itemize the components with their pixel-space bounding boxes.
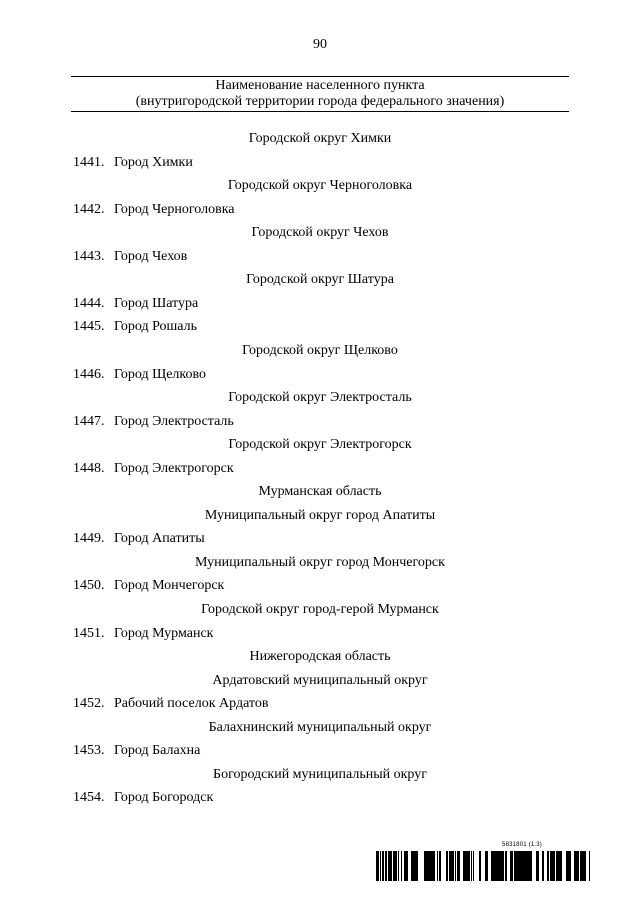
barcode-bar (458, 851, 459, 881)
barcode-bar (581, 851, 582, 881)
barcode-bar (506, 851, 507, 881)
barcode-bar (459, 851, 460, 881)
section-heading (0, 647, 640, 667)
barcode-bar (523, 851, 524, 881)
section-heading (0, 506, 640, 526)
barcode-bar (543, 851, 544, 881)
barcode-bar (501, 851, 503, 881)
list-item-name: Город Электросталь (114, 413, 234, 429)
section-heading-text: Балахнинский муниципальный округ (208, 719, 432, 735)
section-heading (0, 129, 640, 149)
list-item-name: Город Черноголовка (114, 201, 235, 217)
section-heading-text: Городской округ Шатура (246, 272, 394, 288)
barcode-bar (411, 851, 412, 881)
barcode-bar (386, 851, 387, 881)
barcode-bar (566, 851, 567, 881)
barcode-bar (519, 851, 521, 881)
barcode-bar (473, 851, 474, 881)
header-rule-bottom (71, 111, 569, 112)
barcode-bar (427, 851, 428, 881)
barcode-bar (503, 851, 504, 881)
barcode-bar (401, 851, 402, 881)
barcode-block (376, 842, 590, 882)
list-item (0, 576, 640, 596)
barcode-bar (589, 851, 590, 881)
barcode-bar (406, 851, 407, 881)
barcode-bar (578, 851, 579, 881)
list-item-name: Город Мурманск (114, 625, 214, 641)
list-item-number: 1441. (73, 154, 105, 170)
barcode-bar (471, 851, 472, 881)
list-item-number: 1453. (73, 743, 105, 759)
barcode-bar (463, 851, 466, 881)
list-item-number: 1446. (73, 366, 105, 382)
list-item-name: Город Чехов (114, 248, 188, 264)
list-item (0, 694, 640, 714)
barcode-bar (525, 851, 528, 881)
list-item-name: Город Апатиты (114, 531, 205, 547)
list-item (0, 529, 640, 549)
barcode-bar (479, 851, 481, 881)
list-item-name: Город Щелково (114, 366, 207, 382)
section-heading (0, 270, 640, 290)
list-item (0, 741, 640, 761)
barcode-bar (547, 851, 549, 881)
list-item (0, 153, 640, 173)
barcode-bar (388, 851, 390, 881)
section-heading (0, 553, 640, 573)
section-heading-text: Городской округ Химки (248, 131, 392, 146)
barcode-bar (416, 851, 418, 881)
section-heading (0, 600, 640, 620)
barcode-bar (457, 851, 458, 881)
barcode-bar (451, 851, 452, 881)
barcode-bar (429, 851, 432, 881)
barcode-bar (413, 851, 415, 881)
barcode-bar (382, 851, 384, 881)
barcode-bar (439, 851, 441, 881)
section-heading-text: Мурманская область (258, 484, 382, 500)
section-heading-text: Муниципальный округ город Мончегорск (195, 554, 445, 570)
list-item-number: 1445. (73, 319, 105, 335)
barcode-bar (553, 851, 554, 881)
list-item-number: 1449. (73, 531, 105, 547)
barcode-bar (407, 851, 408, 881)
barcode-bar (575, 851, 576, 881)
barcode-bar (561, 851, 562, 881)
barcode-bar (466, 851, 467, 881)
list-item-number: 1451. (73, 625, 105, 641)
list-item (0, 317, 640, 337)
section-heading-text: Городской округ Электрогорск (228, 437, 412, 453)
barcode-bar (491, 851, 494, 881)
list-item-name: Город Шатура (114, 295, 199, 311)
barcode-bar (569, 851, 570, 881)
barcode-bar (453, 851, 454, 881)
section-heading (0, 482, 640, 502)
list-item (0, 412, 640, 432)
section-heading-text: Городской округ Чехов (251, 225, 389, 241)
section-heading (0, 765, 640, 785)
list-item-number: 1454. (73, 790, 105, 806)
barcode-bar (447, 851, 448, 881)
barcode-bar (518, 851, 519, 881)
list-item-name: Город Богородск (114, 790, 214, 806)
barcode-bar (455, 851, 456, 881)
list-item-number: 1448. (73, 460, 105, 476)
barcode-bar (538, 851, 539, 881)
barcode-bar (528, 851, 529, 881)
list-item (0, 200, 640, 220)
list-item-name: Город Электрогорск (114, 460, 234, 476)
barcode-bar (497, 851, 498, 881)
list-item (0, 365, 640, 385)
section-heading (0, 223, 640, 243)
barcode-bar (529, 851, 530, 881)
list-item-number: 1443. (73, 248, 105, 264)
barcode-bar (380, 851, 381, 881)
list-item (0, 624, 640, 644)
barcode-bar (376, 851, 377, 881)
barcode-bar (515, 851, 516, 881)
barcode-bar (576, 851, 577, 881)
list-item (0, 247, 640, 267)
section-heading-text: Нижегородская область (249, 649, 391, 665)
barcode-bar (583, 851, 585, 881)
barcode-bar (554, 851, 555, 881)
barcode-bar (415, 851, 416, 881)
barcode-bar (536, 851, 538, 881)
page-number: 90 (313, 37, 327, 52)
barcode-bar (396, 851, 397, 881)
list-item (0, 788, 640, 808)
barcode-bar (521, 851, 523, 881)
barcode-bar (446, 851, 447, 881)
barcode-bar (467, 851, 469, 881)
list-item-number: 1452. (73, 696, 105, 712)
column-header-line2: (внутригородской территории города федерального значения) (135, 94, 505, 109)
barcode-bar (398, 851, 399, 881)
barcode-bar (432, 851, 434, 881)
barcode-bar (510, 851, 511, 881)
barcode-bar (434, 851, 435, 881)
barcode-bar (511, 851, 513, 881)
barcode-bar (498, 851, 501, 881)
list-item-name: Город Рошаль (114, 319, 198, 335)
barcode-bar (469, 851, 470, 881)
barcode-bar (574, 851, 575, 881)
list-item (0, 459, 640, 479)
section-heading (0, 176, 640, 196)
barcode-bar (437, 851, 438, 881)
list-item-name: Город Химки (114, 154, 193, 170)
section-heading (0, 435, 640, 455)
barcode-bar (377, 851, 378, 881)
barcode-bar (530, 851, 532, 881)
barcode-bar (559, 851, 561, 881)
barcode-bar (452, 851, 453, 881)
barcode-bar (390, 851, 392, 881)
list-item-number: 1447. (73, 413, 105, 429)
section-heading (0, 671, 640, 691)
section-heading (0, 388, 640, 408)
section-heading-text: Городской округ Электросталь (228, 390, 412, 406)
barcode-bar (582, 851, 583, 881)
column-header (71, 78, 569, 110)
barcode-bar (394, 851, 396, 881)
barcode-bar (393, 851, 394, 881)
barcode-bar (424, 851, 427, 881)
barcode-bar (524, 851, 525, 881)
barcode-bar (505, 851, 506, 881)
list-item (0, 294, 640, 314)
barcode-bar (514, 851, 515, 881)
barcode-bar (570, 851, 571, 881)
barcode-code: 5831801 (1.3) (502, 842, 542, 848)
section-heading-text: Городской округ Черноголовка (227, 178, 413, 194)
section-heading-text: Ардатовский муниципальный округ (212, 672, 428, 688)
column-header-line1: Наименование населенного пункта (215, 78, 425, 93)
section-heading-text: Городской округ Щелково (242, 342, 398, 358)
list-item-name: Город Балахна (114, 743, 201, 759)
barcode-bar (485, 851, 488, 881)
barcode-bar (550, 851, 553, 881)
section-heading-text: Муниципальный округ город Апатиты (204, 507, 436, 523)
barcode-bar (428, 851, 429, 881)
section-heading (0, 718, 640, 738)
barcode-bar (567, 851, 569, 881)
barcode-bar (494, 851, 497, 881)
list-item-number: 1442. (73, 201, 105, 217)
barcode-bar (378, 851, 379, 881)
barcode-bar (385, 851, 386, 881)
section-heading-text: Богородский муниципальный округ (213, 766, 427, 782)
barcode-bar (542, 851, 543, 881)
barcode-image (376, 851, 590, 881)
list-item-number: 1450. (73, 578, 105, 594)
list-item-name: Город Мончегорск (114, 578, 225, 594)
barcode-bar (412, 851, 413, 881)
section-heading-text: Городской округ город-герой Мурманск (201, 602, 439, 617)
barcode-bar (577, 851, 578, 881)
barcode-bar (580, 851, 581, 881)
list-item-number: 1444. (73, 295, 105, 311)
barcode-bar (516, 851, 517, 881)
list-item-name: Рабочий поселок Ардатов (114, 696, 269, 712)
header-rule-top (71, 76, 569, 77)
barcode-bar (404, 851, 406, 881)
barcode-bar (517, 851, 518, 881)
barcode-bar (556, 851, 559, 881)
barcode-bar (449, 851, 451, 881)
section-heading (0, 341, 640, 361)
barcode-bar (585, 851, 586, 881)
